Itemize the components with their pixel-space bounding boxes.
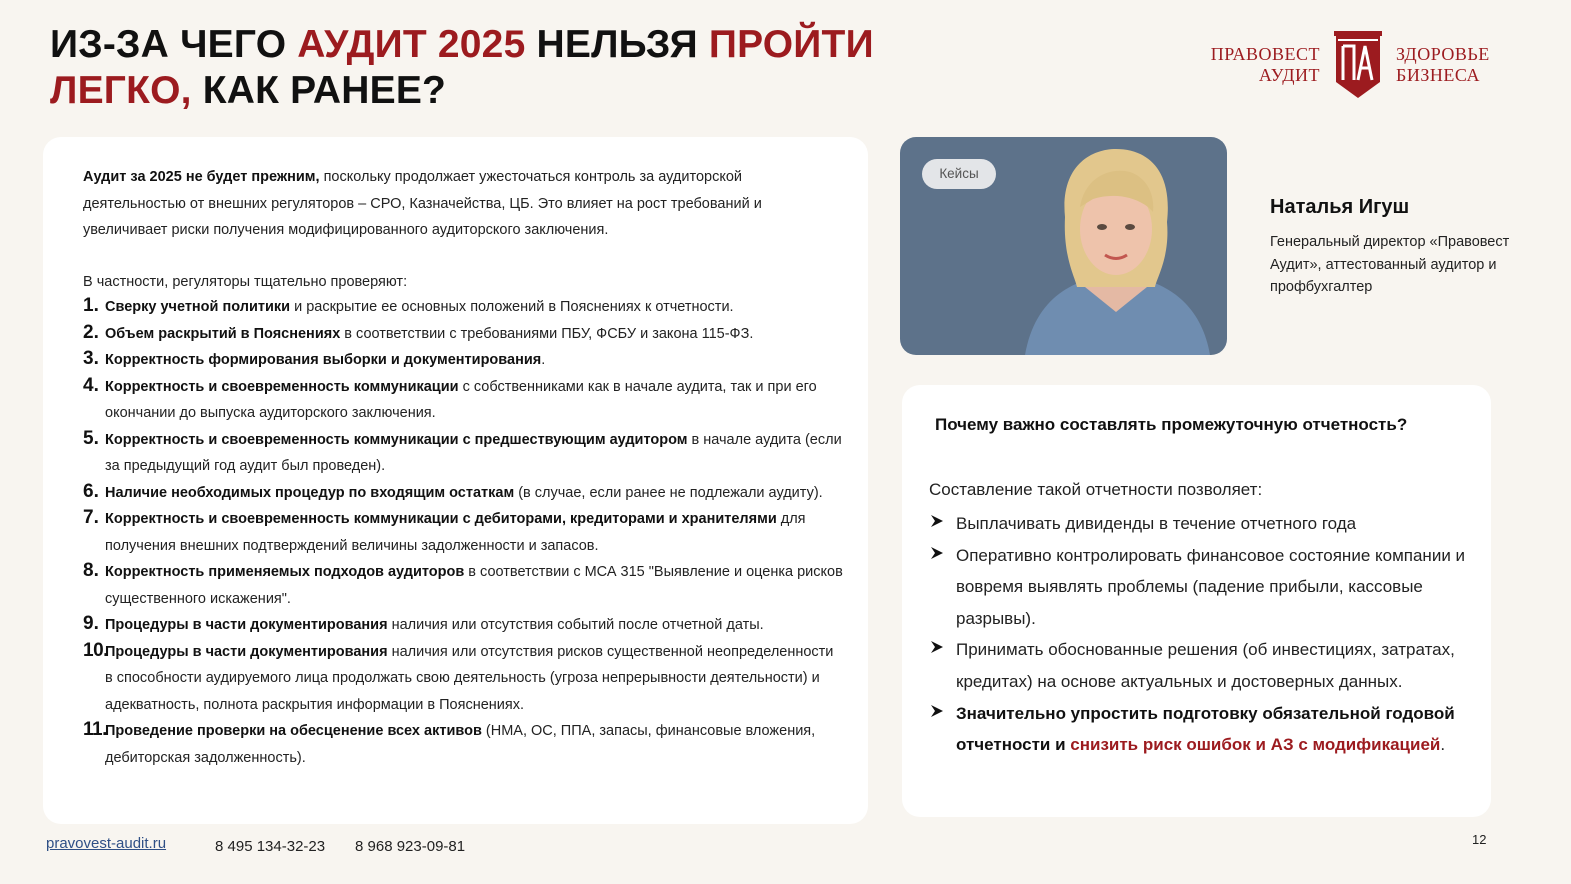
item-text: (НМА, ОС, ППА, запасы, финансовые вложения, дебиторская задолженность). — [105, 723, 816, 766]
benefit-bold: Значительно упростить подготовку обязательной годовой отчетности и — [956, 703, 1455, 755]
item-number: 5. — [83, 427, 99, 449]
website-link[interactable]: pravovest-audit.ru — [46, 835, 167, 852]
logo-line: БИЗНЕСА — [1396, 65, 1480, 85]
speaker-photo — [900, 137, 1227, 355]
logo-line: АУДИТ — [1258, 65, 1320, 85]
list-item — [83, 294, 843, 321]
item-text: для получения внешних подтверждений величины задолженности и запасов. — [105, 511, 806, 554]
item-number: 7. — [83, 507, 99, 528]
list-item — [83, 506, 843, 559]
list-item — [83, 374, 843, 427]
arrow-bullet-icon — [929, 513, 945, 529]
company-logo — [1198, 30, 1498, 102]
intro-paragraph — [83, 164, 843, 244]
item-text: в начале аудита (если за предыдущий год аудит был проведен). — [105, 431, 842, 474]
list-item — [83, 718, 843, 771]
speaker-name: Наталья Игуш — [1270, 196, 1410, 218]
checks-subtitle: В частности, регуляторы тщательно проверяют: — [83, 274, 408, 290]
list-item — [929, 698, 1484, 761]
arrow-bullet-icon — [929, 703, 945, 719]
item-number: 11. — [83, 719, 107, 740]
item-number: 10. — [83, 639, 108, 661]
portrait-icon — [1005, 137, 1227, 355]
item-text: наличия или отсутствия событий после отчетной даты. — [387, 617, 764, 633]
list-item — [83, 612, 843, 639]
title-part: КАК РАНЕЕ? — [191, 69, 447, 112]
intro-bold: Аудит за 2025 не будет прежним, — [83, 169, 320, 185]
logo-emblem-icon — [1332, 30, 1384, 100]
item-bold: Проведение проверки на обесценение всех активов — [105, 723, 482, 739]
item-text: (в случае, если ранее не подлежали аудиту). — [514, 484, 823, 501]
logo-text-left — [1198, 44, 1320, 86]
title-part: НЕЛЬЗЯ — [525, 23, 709, 66]
list-item — [83, 321, 843, 348]
item-number: 2. — [83, 321, 99, 343]
item-text: в соответствии с требованиями ПБУ, ФСБУ и закона 115-ФЗ. — [340, 325, 754, 342]
checks-list — [83, 294, 843, 771]
item-number: 6. — [83, 480, 99, 502]
benefit-text: Оперативно контролировать финансовое состояние компании и вовремя выявлять проблемы (падение прибыли, кассовые разрывы). — [956, 545, 1466, 628]
item-bold: Корректность формирования выборки и документирования — [105, 352, 542, 368]
logo-line: ПРАВОВЕСТ — [1210, 44, 1320, 64]
page-title — [50, 22, 930, 114]
logo-line: ЗДОРОВЬЕ — [1396, 44, 1490, 64]
arrow-bullet-icon — [929, 545, 945, 561]
cases-badge[interactable]: Кейсы — [922, 159, 996, 189]
intro-text: поскольку продолжает ужесточаться контроль за аудиторской деятельностью от внешних регуляторов – СРО, Казначейства, ЦБ. Это влияет на рост требований и увеличивает риски получения модифицированного аудиторского заключения. — [83, 169, 762, 238]
list-item — [83, 427, 843, 480]
item-bold: Процедуры в части документирования — [105, 617, 388, 633]
item-number: 9. — [83, 613, 99, 634]
list-item — [929, 508, 1484, 540]
list-item — [83, 480, 843, 507]
item-text: наличия или отсутствия рисков существенной неопределенности в способности аудируемого лица продолжать свою деятельность (угроза непрерывности деятельности) и адекватность, полнота раскрытия информации в Пояснениях. — [105, 643, 834, 713]
item-number: 4. — [83, 374, 99, 396]
arrow-bullet-icon — [929, 639, 945, 655]
list-item — [929, 634, 1484, 697]
item-text: и раскрытие ее основных положений в Пояснениях к отчетности. — [290, 299, 734, 315]
page-number: 12 — [1472, 832, 1487, 847]
item-bold: Корректность и своевременность коммуникации с предшествующим аудитором — [105, 431, 688, 448]
title-highlight: АУДИТ 2025 — [297, 23, 526, 66]
item-bold: Корректность и своевременность коммуникации — [105, 378, 459, 395]
list-item — [83, 639, 843, 719]
phone-number: 8 968 923-09-81 — [355, 838, 466, 855]
item-number: 3. — [83, 348, 99, 369]
benefit-text: Выплачивать дивиденды в течение отчетного года — [956, 514, 1357, 533]
item-bold: Объем раскрытий в Пояснениях — [105, 325, 341, 342]
speaker-role: Генеральный директор «Правовест Аудит», аттестованный аудитор и профбухгалтер — [1270, 234, 1510, 295]
logo-text-right — [1396, 44, 1506, 86]
item-bold: Корректность и своевременность коммуникации с дебиторами, кредиторами и хранителями — [105, 511, 777, 527]
list-item — [83, 559, 843, 612]
item-text: с собственниками как в начале аудита, так и при его окончании до выпуска аудиторского заключения. — [105, 378, 817, 421]
phone-number: 8 495 134-32-23 — [215, 838, 326, 855]
question-title: Почему важно составлять промежуточную отчетность? — [935, 415, 1408, 434]
item-bold: Корректность применяемых подходов аудиторов — [105, 564, 465, 580]
title-part: ИЗ-ЗА ЧЕГО — [50, 23, 298, 66]
audit-info-card — [43, 137, 868, 824]
title-highlight: ПРОЙТИ — [708, 23, 874, 66]
title-highlight: ЛЕГКО, — [50, 69, 192, 112]
list-item — [83, 347, 843, 374]
list-item — [929, 540, 1484, 635]
item-bold: Наличие необходимых процедур по входящим остаткам — [105, 484, 515, 501]
item-bold: Сверку учетной политики — [105, 299, 291, 315]
benefit-text: Принимать обоснованные решения (об инвестициях, затратах, кредитах) на основе актуальных и достоверных данных. — [956, 640, 1455, 691]
item-number: 8. — [83, 560, 99, 581]
benefit-highlight: снизить риск ошибок и АЗ с модификацией — [1070, 735, 1441, 755]
interim-reporting-card — [902, 385, 1491, 817]
benefit-text: . — [1440, 735, 1446, 755]
item-text: . — [541, 352, 546, 368]
item-number: 1. — [83, 295, 99, 316]
benefits-lead: Составление такой отчетности позволяет: — [929, 480, 1263, 499]
item-text: в соответствии с МСА 315 "Выявление и оценка рисков существенного искажения". — [105, 564, 843, 607]
benefits-list — [929, 508, 1484, 761]
item-bold: Процедуры в части документирования — [105, 643, 388, 660]
